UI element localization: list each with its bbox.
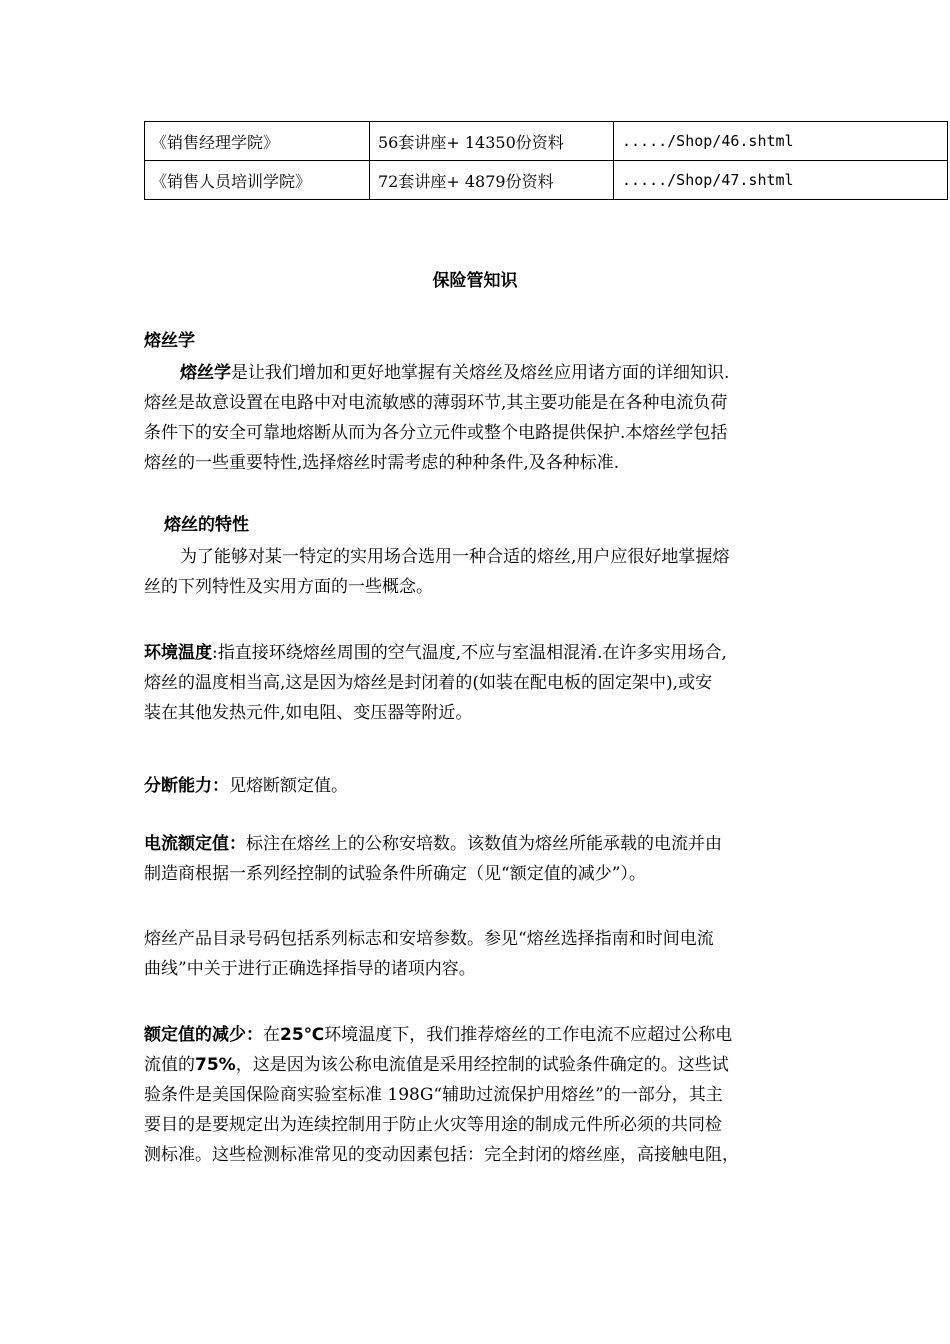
section-heading-fuse-characteristics: 熔丝的特性 (164, 515, 249, 535)
derating-text: 环境温度下，我们推荐熔丝的工作电流不应超过公称电 (324, 1025, 733, 1045)
intro-line: 是让我们增加和更好地掌握有关熔丝及熔丝应用诸方面的详细知识. (231, 363, 730, 383)
characteristics-line: 为了能够对某一特定的实用场合选用一种合适的熔丝,用户应很好地掌握熔 (180, 547, 730, 567)
intro-paragraph (144, 358, 814, 478)
table-cell-count: 72套讲座+ 4879份资料 (370, 161, 614, 200)
catalog-line: 曲线”中关于进行正确选择指导的诸项内容。 (144, 959, 476, 979)
intro-line: 条件下的安全可靠地熔断从而为各分立元件或整个电路提供保护.本熔丝学包括 (144, 423, 728, 443)
derating-line: 要目的是要规定出为连续控制用于防止火灾等用途的制成元件所必须的共同检 (144, 1115, 722, 1135)
characteristics-paragraph (144, 542, 814, 602)
term-derating: 额定值的减少： (144, 1025, 263, 1045)
breaking-capacity-paragraph (144, 771, 814, 801)
current-rating-paragraph (144, 829, 814, 889)
derating-paragraph (144, 1020, 814, 1170)
course-table (144, 121, 948, 200)
table-cell-count: 56套讲座+ 14350份资料 (370, 122, 614, 161)
derating-text: 流值的 (144, 1055, 195, 1075)
current-line: 制造商根据一系列经控制的试验条件所确定（见“额定值的减少”）。 (144, 864, 646, 884)
intro-line: 熔丝的一些重要特性,选择熔丝时需考虑的种种条件,及各种标准. (144, 453, 620, 473)
catalog-line: 熔丝产品目录号码包括系列标志和安培参数。参见“熔丝选择指南和时间电流 (144, 929, 714, 949)
ambient-temperature-paragraph (144, 638, 814, 728)
ambient-line: 装在其他发热元件,如电阻、变压器等附近。 (144, 703, 473, 723)
page-title: 保险管知识 (432, 271, 518, 291)
intro-line: 熔丝是故意设置在电路中对电流敏感的薄弱环节,其主要功能是在各种电流负荷 (144, 393, 728, 413)
derating-line: 测标准。这些检测标准常见的变动因素包括：完全封闭的熔丝座，高接触电阻， (144, 1145, 739, 1165)
ambient-line: :指直接环绕熔丝周围的空气温度,不应与室温相混淆.在许多实用场合, (212, 643, 727, 663)
table-row (145, 161, 948, 200)
table-cell-link[interactable]: ...../Shop/46.shtml (614, 122, 948, 161)
table-cell-link[interactable]: ...../Shop/47.shtml (614, 161, 948, 200)
characteristics-line: 丝的下列特性及实用方面的一些概念。 (144, 577, 433, 597)
table-cell-title: 《销售人员培训学院》 (145, 161, 370, 200)
current-line: 标注在熔丝上的公称安培数。该数值为熔丝所能承载的电流并由 (246, 834, 722, 854)
derating-line: 验条件是美国保险商实验室标准 198G“辅助过流保护用熔丝”的一部分，其主 (144, 1085, 723, 1105)
intro-lead-term: 熔丝学 (180, 363, 231, 383)
term-ambient-temperature: 环境温度 (144, 643, 212, 663)
term-current-rating: 电流额定值： (144, 834, 246, 854)
table-row (145, 122, 948, 161)
derating-temperature: 25℃ (280, 1025, 325, 1045)
breaking-text: 见熔断额定值。 (229, 776, 348, 796)
catalog-number-paragraph (144, 924, 814, 984)
derating-text: ，这是因为该公称电流值是采用经控制的试验条件确定的。这些试 (235, 1055, 729, 1075)
derating-percent: 75% (195, 1055, 236, 1075)
derating-text: 在 (263, 1025, 280, 1045)
table-cell-title: 《销售经理学院》 (145, 122, 370, 161)
ambient-line: 熔丝的温度相当高,这是因为熔丝是封闭着的(如装在配电板的固定架中),或安 (144, 673, 713, 693)
section-heading-fuse-science: 熔丝学 (144, 331, 195, 351)
term-breaking-capacity: 分断能力： (144, 776, 229, 796)
